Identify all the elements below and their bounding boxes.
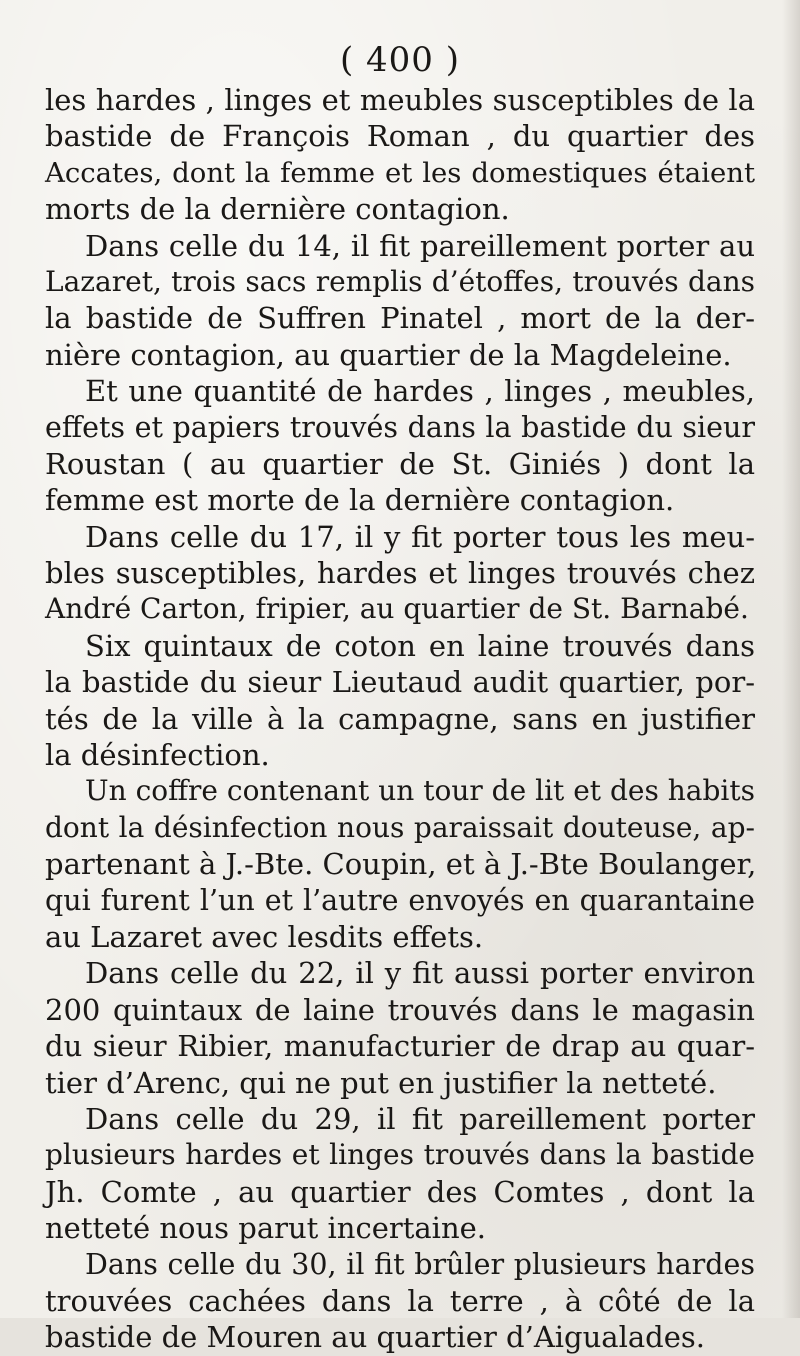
text-line: la bastide de Suffren Pinatel , mort de la der- <box>45 301 755 336</box>
text-line: Un coffre contenant un tour de lit et des habits <box>85 774 755 808</box>
text-line: femme est morte de la dernière contagion. <box>45 483 675 518</box>
text-line: trouvées cachées dans la terre , à côté de la <box>45 1283 755 1318</box>
text-line: Six quintaux de coton en laine trouvés dans <box>85 628 755 663</box>
text-line: tier d’Arenc, qui ne put en justifier la netteté. <box>45 1065 717 1100</box>
text-line: Accates, dont la femme et les domestiques étaient <box>45 156 755 189</box>
text-line: au Lazaret avec lesdits effets. <box>45 919 484 954</box>
text-line: qui furent l’un et l’autre envoyés en quarantaine <box>45 883 755 917</box>
text-line: Et une quantité de hardes , linges , meubles, <box>85 374 755 409</box>
text-line: morts de la dernière contagion. <box>45 192 510 227</box>
text-line: partenant à J.-Bte. Coupin, et à J.-Bte Boulanger, <box>45 847 757 882</box>
text-line: Dans celle du 30, il fit brûler plusieurs hardes <box>85 1247 755 1281</box>
text-line: les hardes , linges et meubles susceptibles de la <box>45 83 755 117</box>
page-edge-shadow <box>782 0 800 1318</box>
page-number: ( 400 ) <box>339 40 461 80</box>
text-line: tés de la ville à la campagne, sans en justifier <box>45 701 755 736</box>
text-line: la désinfection. <box>45 738 270 773</box>
text-line: la bastide du sieur Lieutaud audit quartier, por- <box>45 665 755 700</box>
text-line: bles susceptibles, hardes et linges trouvés chez <box>45 556 755 591</box>
text-line: Jh. Comte , au quartier des Comtes , dont la <box>45 1174 755 1209</box>
body-text <box>45 82 755 1356</box>
text-line: Dans celle du 17, il y fit porter tous les meu- <box>85 519 755 554</box>
text-line: bastide de Mouren au quartier d’Aigualades. <box>45 1320 705 1355</box>
text-line: Lazaret, trois sacs remplis d’étoffes, trouvés dans <box>45 264 755 298</box>
text-line: 200 quintaux de laine trouvés dans le magasin <box>45 992 755 1027</box>
text-line: bastide de François Roman , du quartier des <box>45 119 755 154</box>
text-line: du sieur Ribier, manufacturier de drap au quar- <box>45 1029 755 1064</box>
text-line: Dans celle du 14, il fit pareillement porter au <box>85 228 755 263</box>
text-line: effets et papiers trouvés dans la bastide du sieur <box>45 410 755 444</box>
text-line: Dans celle du 29, il fit pareillement porter <box>85 1101 755 1136</box>
text-line: dont la désinfection nous paraissait douteuse, ap- <box>45 810 755 844</box>
text-line: Roustan ( au quartier de St. Giniés ) dont la <box>45 446 755 481</box>
text-line: Dans celle du 22, il y fit aussi porter environ <box>85 956 755 991</box>
text-line: André Carton, fripier, au quartier de St. Barnabé. <box>45 592 749 626</box>
text-line: nière contagion, au quartier de la Magdeleine. <box>45 337 732 372</box>
text-line: netteté nous parut incertaine. <box>45 1211 487 1246</box>
text-line: plusieurs hardes et linges trouvés dans la bastide <box>45 1138 755 1172</box>
